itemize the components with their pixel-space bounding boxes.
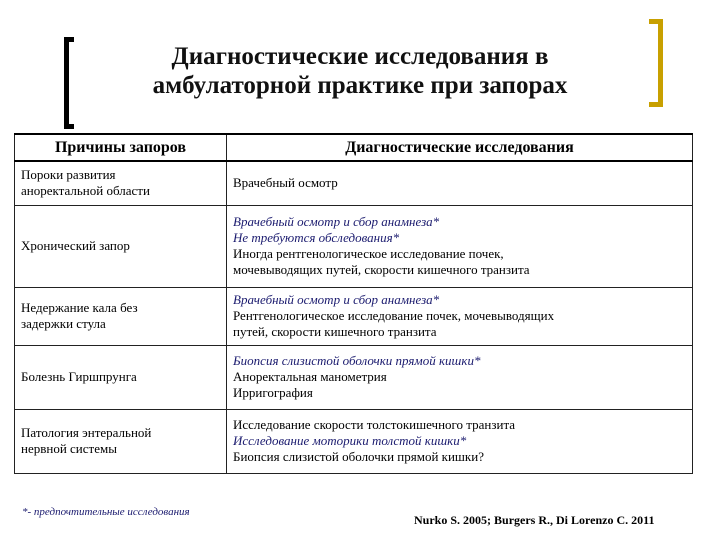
- header-diagnostics: Диагностические исследования: [227, 134, 693, 161]
- test-line: Биопсия слизистой оболочки прямой кишки*: [233, 353, 481, 368]
- test-line: Не требуются обследования*: [233, 230, 400, 245]
- cause-cell: [15, 161, 227, 205]
- cause-line: Недержание кала без: [21, 300, 138, 315]
- cause-cell: [15, 345, 227, 409]
- cause-line: задержки стула: [21, 316, 106, 331]
- test-line: путей, скорости кишечного транзита: [233, 324, 437, 339]
- footnote: *- предпочтительные исследования: [22, 506, 190, 518]
- test-line: Иногда рентгенологическое исследование почек,: [233, 246, 504, 261]
- tests-cell: [227, 409, 693, 473]
- test-line: мочевыводящих путей, скорости кишечного транзита: [233, 262, 530, 277]
- title-line-1: Диагностические исследования в: [171, 43, 549, 70]
- test-line: Биопсия слизистой оболочки прямой кишки?: [233, 449, 484, 464]
- left-bracket-decoration: [64, 37, 74, 129]
- tests-cell: [227, 205, 693, 287]
- test-line: Врачебный осмотр и сбор анамнеза*: [233, 214, 440, 229]
- test-line: Исследование скорости толстокишечного транзита: [233, 417, 516, 432]
- table-row: [15, 345, 693, 409]
- tests-cell: [227, 287, 693, 345]
- table-row: [15, 287, 693, 345]
- test-line: Аноректальная манометрия: [233, 369, 387, 384]
- cause-line: Болезнь Гиршпрунга: [21, 369, 137, 384]
- cause-line: нервной системы: [21, 441, 117, 456]
- table-row: [15, 161, 693, 205]
- table-row: [15, 205, 693, 287]
- citation: Nurko S. 2005; Burgers R., Di Lorenzo C. 2011: [414, 513, 655, 527]
- test-line: Исследование моторики толстой кишки*: [233, 433, 467, 448]
- cause-line: Патология энтеральной: [21, 425, 152, 440]
- diagnostics-table: [14, 133, 693, 474]
- test-line: Врачебный осмотр и сбор анамнеза*: [233, 292, 440, 307]
- tests-cell: [227, 161, 693, 205]
- cause-line: Хронический запор: [21, 238, 130, 253]
- cause-cell: [15, 287, 227, 345]
- test-line: Рентгенологическое исследование почек, мочевыводящих: [233, 308, 555, 323]
- cause-line: Пороки развития: [21, 167, 116, 183]
- page-title: [80, 42, 640, 100]
- table-header-row: [15, 134, 693, 161]
- tests-cell: [227, 345, 693, 409]
- cause-line: аноректальной области: [21, 183, 150, 199]
- test-line: Врачебный осмотр: [233, 175, 338, 191]
- cause-cell: [15, 409, 227, 473]
- table-row: [15, 409, 693, 473]
- test-line: Ирригография: [233, 385, 313, 400]
- right-bracket-decoration: [649, 19, 663, 107]
- cause-cell: [15, 205, 227, 287]
- title-line-2: амбулаторной практике при запорах: [152, 72, 568, 99]
- header-causes: Причины запоров: [15, 134, 227, 161]
